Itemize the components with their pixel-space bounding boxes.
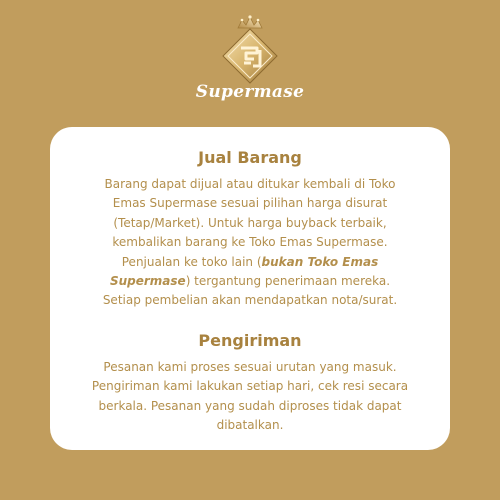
logo <box>211 14 289 84</box>
section-body-jual-barang <box>70 175 430 311</box>
section-title-jual-barang: Jual Barang <box>198 148 302 167</box>
body-line: Emas Supermase sesuai pilihan harga disurat <box>112 196 388 211</box>
body-line: berkala. Pesanan yang sudah diproses tidak dapat <box>98 398 402 413</box>
body-line: Pengiriman kami lakukan setiap hari, cek resi secara <box>91 379 409 394</box>
section-title-pengiriman: Pengiriman <box>198 331 302 350</box>
brand-name: Supermase <box>195 82 305 102</box>
body-line: dibatalkan. <box>216 418 284 433</box>
body-text: ) tergantung penerimaan mereka. <box>185 274 391 289</box>
diamond-crown-monogram-icon <box>211 14 289 84</box>
info-card <box>50 127 450 450</box>
body-line <box>70 272 430 291</box>
body-line: Setiap pembelian akan mendapatkan nota/surat. <box>102 293 398 308</box>
emphasis-text: Supermase <box>109 274 186 289</box>
body-line: (Tetap/Market). Untuk harga buyback terbaik, <box>113 215 387 230</box>
body-line: Barang dapat dijual atau ditukar kembali di Toko <box>104 177 396 191</box>
body-text: Penjualan ke toko lain ( <box>121 254 262 269</box>
section-body-pengiriman <box>70 358 430 436</box>
body-line: kembalikan barang ke Toko Emas Supermase. <box>112 235 388 250</box>
body-line <box>70 253 430 272</box>
emphasis-text: bukan Toko Emas <box>261 254 379 269</box>
body-line: Pesanan kami proses sesuai urutan yang masuk. <box>103 360 397 374</box>
